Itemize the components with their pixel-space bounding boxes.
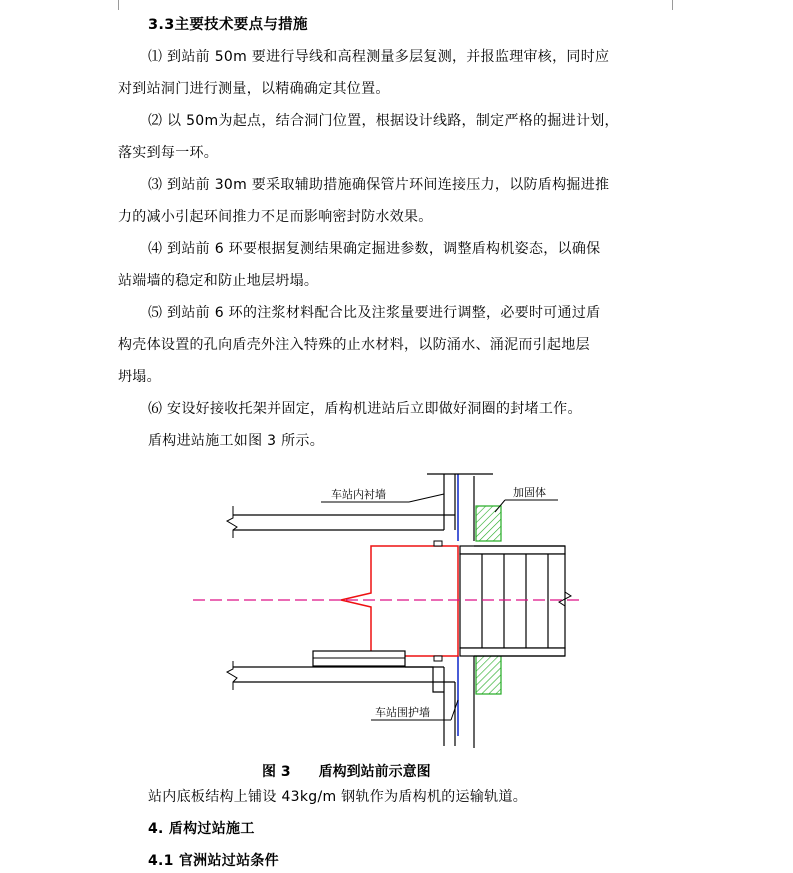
figure-reference: 盾构进站施工如图 3 所示。 xyxy=(148,433,325,449)
receiving-frame-body xyxy=(460,554,565,648)
shield-arrival-diagram xyxy=(193,466,583,760)
label-retaining-wall: 车站围护墙 xyxy=(375,706,430,719)
figure-caption-number: 图 3 xyxy=(262,764,291,780)
item-6-line-1: ⑹ 安设好接收托架并固定，盾构机进站后立即做好洞圈的封堵工作。 xyxy=(148,401,582,417)
receiving-frame-upper xyxy=(460,546,565,554)
reinforcement-body-bottom xyxy=(476,656,501,694)
item-1-line-2: 对到站洞门进行测量，以精确确定其位置。 xyxy=(118,81,390,97)
item-5-line-3: 坍塌。 xyxy=(118,369,161,385)
item-3-line-2: 力的减小引起环间推力不足而影响密封防水效果。 xyxy=(118,209,433,225)
figure-caption xyxy=(262,761,459,781)
label-inner-wall: 车站内衬墙 xyxy=(331,488,386,501)
section-3-3-title: 3.3主要技术要点与措施 xyxy=(148,17,308,33)
diagram-svg xyxy=(193,466,583,756)
reinforcement-body-top xyxy=(476,506,501,541)
item-5-line-2: 构壳体设置的孔向盾壳外注入特殊的止水材料，以防涌水、涌泥而引起地层 xyxy=(118,337,590,353)
left-break-mark-top xyxy=(227,506,237,538)
figure-caption-title: 盾构到站前示意图 xyxy=(318,764,431,780)
page-corner-mark-left xyxy=(98,0,119,10)
item-1-line-1: ⑴ 到站前 50m 要进行导线和高程测量多层复测，并报监理审核，同时应 xyxy=(148,49,610,65)
item-2-line-1: ⑵ 以 50m为起点，结合洞门位置，根据设计线路，制定严格的掘进计划， xyxy=(148,113,619,129)
item-3-line-1: ⑶ 到站前 30m 要采取辅助措施确保管片环间连接压力，以防盾构掘进推 xyxy=(148,177,610,193)
item-5-line-1: ⑸ 到站前 6 环的注浆材料配合比及注浆量要进行调整，必要时可通过盾 xyxy=(148,305,601,321)
section-4-title: 4. 盾构过站施工 xyxy=(148,821,255,837)
section-4-1-title: 4.1 官洲站过站条件 xyxy=(148,853,279,869)
item-2-line-2: 落实到每一环。 xyxy=(118,145,219,161)
shield-machine-outline xyxy=(341,546,458,656)
seal-bottom xyxy=(434,656,442,661)
receiving-frame-lower xyxy=(460,648,565,656)
rail-description: 站内底板结构上铺设 43kg/m 钢轨作为盾构机的运输轨道。 xyxy=(148,789,528,805)
left-break-mark-bottom xyxy=(227,661,237,690)
seal-top xyxy=(434,541,442,546)
item-4-line-1: ⑷ 到站前 6 环要根据复测结果确定掘进参数，调整盾构机姿态，以确保 xyxy=(148,241,601,257)
page-corner-mark-right xyxy=(672,0,693,10)
label-reinforcement: 加固体 xyxy=(513,486,546,499)
cart-support xyxy=(405,667,444,692)
item-4-line-2: 站端墙的稳定和防止地层坍塌。 xyxy=(118,273,319,289)
inner-wall-label-leader xyxy=(409,494,444,502)
